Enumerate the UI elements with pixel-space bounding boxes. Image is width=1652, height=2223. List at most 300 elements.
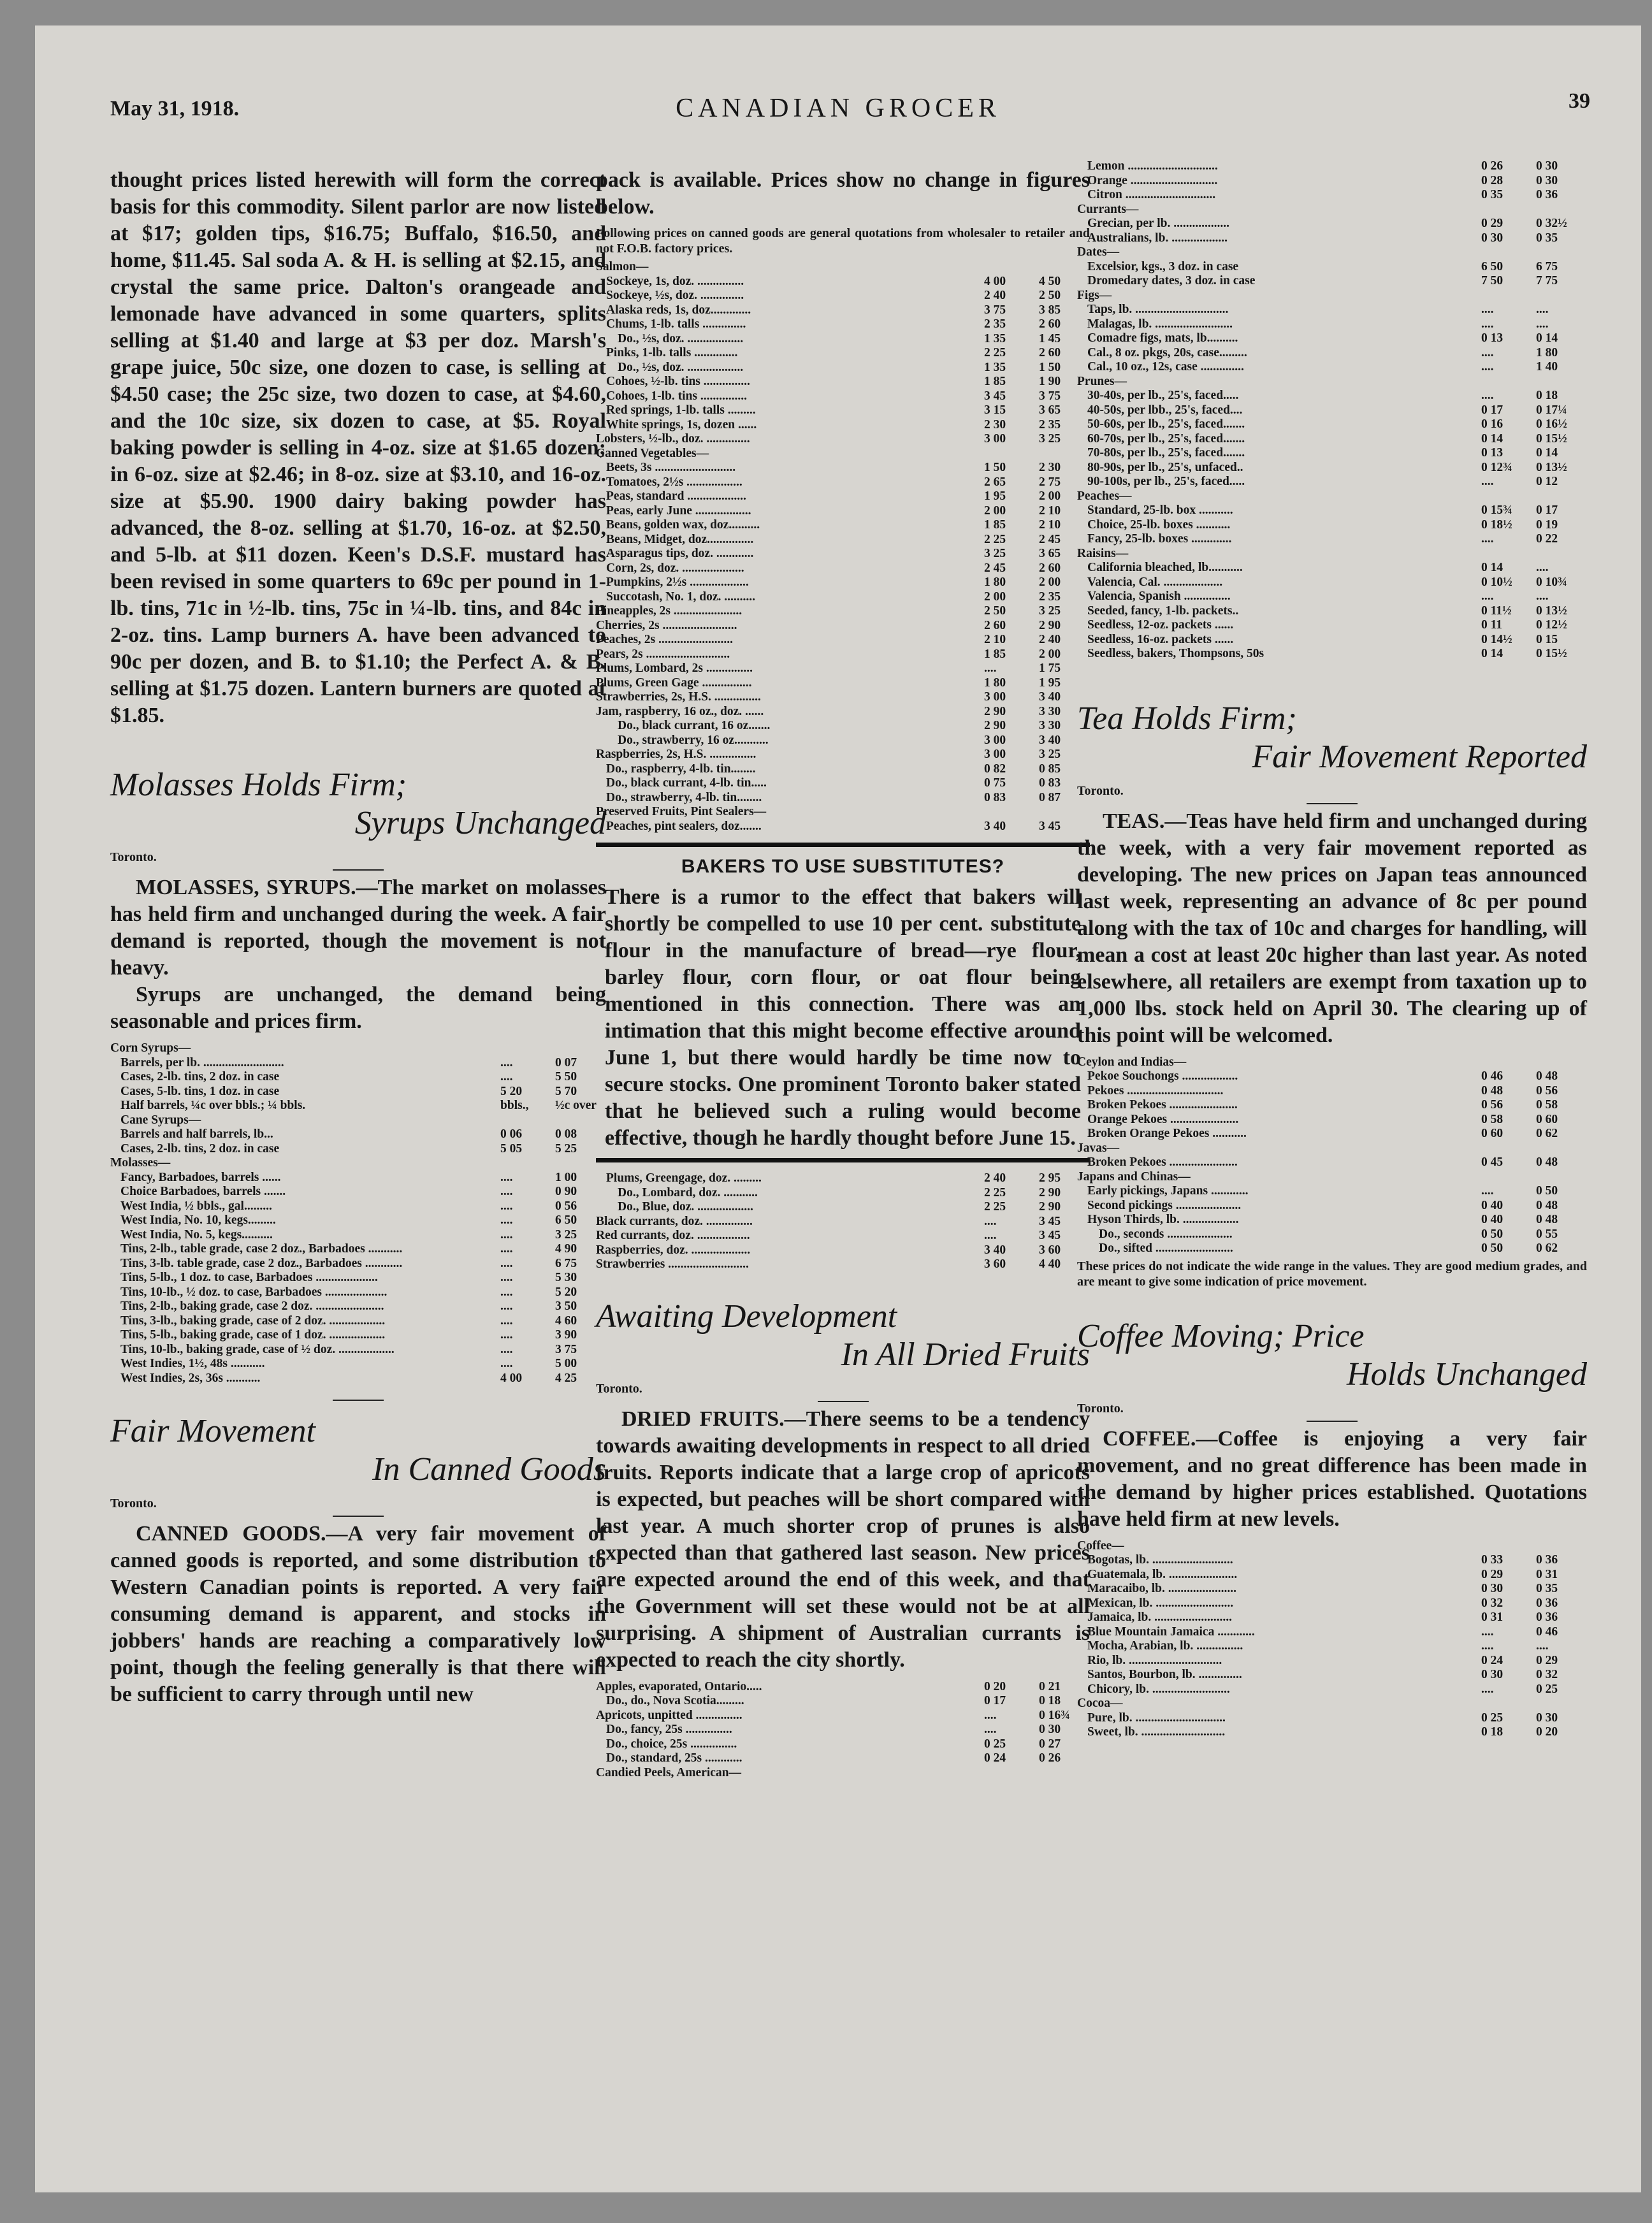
item-name: Bogotas, lb. ..........................: [1087, 1553, 1233, 1567]
price-row: [596, 1200, 1090, 1215]
price-high: 5 00: [555, 1357, 577, 1370]
price-row: [1077, 604, 1587, 619]
price-row: [1077, 245, 1587, 260]
page-number: 39: [1569, 89, 1590, 113]
item-name: Second pickings .....................: [1087, 1198, 1242, 1212]
price-row: [1077, 1597, 1587, 1611]
item-name: Cal., 10 oz., 12s, case ..............: [1087, 360, 1244, 373]
price-high: 0 36: [1536, 1553, 1558, 1567]
price-high: 3 45: [1039, 819, 1061, 833]
tea-note: These prices do not indicate the wide range in the values. They are good medium grades, and are meant to give some indication of price movement.: [1077, 1259, 1587, 1289]
price-row: [110, 1242, 606, 1257]
price-high: 0 48: [1536, 1069, 1558, 1083]
item-name: Chums, 1-lb. talls ..............: [606, 317, 746, 331]
price-high: 2 75: [1039, 475, 1061, 489]
price-high: 0 25: [1536, 1682, 1558, 1696]
price-low: 0 56: [1481, 1098, 1503, 1112]
item-name: Tins, 3-lb., baking grade, case of 2 doz. ..................: [120, 1314, 386, 1328]
price-high: 1 80: [1536, 345, 1558, 359]
price-row: [596, 662, 1090, 676]
item-name: Rio, lb. ..............................: [1087, 1653, 1222, 1667]
item-name: Pekoe Souchongs ..................: [1087, 1069, 1238, 1083]
price-low: ....: [1481, 475, 1494, 488]
price-row: [1077, 1711, 1587, 1726]
item-name: Corn, 2s, doz. ....................: [606, 561, 744, 575]
price-low: 0 26: [1481, 159, 1503, 173]
item-name: Comadre figs, mats, lb..........: [1087, 331, 1238, 345]
price-high: 0 46: [1536, 1625, 1558, 1639]
price-row: [1077, 1668, 1587, 1683]
price-low: 0 60: [1481, 1127, 1503, 1140]
tea-headline: [1077, 700, 1587, 776]
item-name: Raspberries, 2s, H.S. ...............: [596, 748, 757, 761]
item-name: Mocha, Arabian, lb. ...............: [1087, 1639, 1243, 1653]
price-low: [500, 1113, 555, 1128]
item-name: Fancy, 25-lb. boxes .............: [1087, 532, 1232, 546]
price-low: 2 45: [984, 561, 1006, 575]
price-row: [596, 1766, 1090, 1781]
price-row: [1077, 489, 1587, 504]
price-high: [1536, 1055, 1587, 1070]
price-low: 0 30: [1481, 231, 1503, 245]
item-name: West India, No. 5, kegs..........: [120, 1227, 273, 1242]
price-high: 0 14: [1536, 331, 1558, 345]
price-low: ....: [500, 1271, 513, 1284]
price-low: 0 50: [1481, 1242, 1503, 1255]
price-high: 0 30: [1536, 159, 1558, 173]
price-row: [1077, 260, 1587, 275]
price-row: [1077, 1199, 1587, 1213]
price-high: 0 16½: [1536, 417, 1567, 431]
item-name: Cocoa—: [1077, 1697, 1123, 1710]
price-row: [1077, 217, 1587, 231]
item-name: Javas—: [1077, 1141, 1120, 1155]
price-row: [596, 275, 1090, 289]
price-low: 3 75: [984, 303, 1006, 317]
price-row: [110, 1070, 606, 1085]
price-high: 6 75: [1536, 259, 1558, 273]
price-row: [1077, 1625, 1587, 1640]
price-high: [1536, 547, 1587, 561]
price-low: 0 40: [1481, 1198, 1503, 1212]
price-high: 0 48: [1536, 1213, 1558, 1226]
item-name: 90-100s, per lb., 25's, faced.....: [1087, 475, 1245, 488]
divider: [333, 869, 384, 871]
headline-line-2: Syrups Unchanged: [354, 805, 606, 841]
price-high: 0 21: [1039, 1679, 1061, 1693]
item-name: Pinks, 1-lb. talls ..............: [606, 346, 738, 359]
dried-paragraph: DRIED FRUITS.—There seems to be a tendency towards awaiting developments in respect to all dried fruits. Reports indicate that a large crop of apricots is expected, but peaches will be short compared with last year. A much shorter crop of prunes is also expected than that gathered last season. New prices are expected around the end of this week, and that the Government will set these would not be at all surprising. A shipment of Australian currants is expected to reach the city shortly.: [596, 1407, 1090, 1672]
price-row: [1077, 1654, 1587, 1669]
price-high: 2 90: [1039, 618, 1061, 632]
price-high: 3 25: [1039, 604, 1061, 618]
price-low: 0 24: [984, 1751, 1006, 1765]
price-low: 3 40: [984, 1243, 1006, 1257]
price-low: 2 40: [984, 1171, 1006, 1185]
price-high: 0 32: [1536, 1668, 1558, 1681]
price-row: [596, 504, 1090, 519]
price-row: [596, 1186, 1090, 1201]
price-high: 2 60: [1039, 561, 1061, 575]
price-row: [1077, 360, 1587, 375]
price-high: 0 30: [1536, 1711, 1558, 1725]
price-low: 0 35: [1481, 188, 1503, 201]
price-row: [596, 561, 1090, 576]
price-high: 0 08: [555, 1127, 577, 1141]
price-high: 0 58: [1536, 1098, 1558, 1112]
price-high: 0 17¼: [1536, 403, 1567, 417]
price-row: [596, 533, 1090, 547]
column-1: [110, 167, 606, 1708]
molasses-paragraph: MOLASSES, SYRUPS.—The market on molasses has held firm and unchanged during the week. A fair demand is reported, though the movement is not heavy.: [110, 876, 606, 980]
syrups-paragraph: Syrups are unchanged, the demand being seasonable and prices firm.: [110, 983, 606, 1033]
price-high: 0 60: [1536, 1112, 1558, 1126]
price-high: 2 50: [1039, 289, 1061, 302]
price-low: 3 40: [984, 819, 1006, 833]
canned-continuation: pack is available. Prices show no change in figures below.: [596, 168, 1090, 219]
price-row: [596, 461, 1090, 475]
price-row: [596, 375, 1090, 389]
price-high: 2 35: [1039, 590, 1061, 604]
price-high: 0 48: [1536, 1155, 1558, 1169]
price-high: 3 85: [1039, 303, 1061, 317]
price-row: [596, 734, 1090, 748]
column-2: [596, 167, 1090, 1780]
price-low: ....: [1481, 590, 1494, 603]
item-name: Cohoes, 1-lb. tins ...............: [606, 389, 748, 403]
item-name: 40-50s, per lbb., 25's, faced....: [1087, 403, 1243, 417]
price-row: [1077, 403, 1587, 418]
item-name: Peaches, 2s ........................: [596, 633, 734, 646]
price-high: 4 50: [1039, 274, 1061, 288]
price-high: 0 90: [555, 1185, 577, 1198]
item-name: Early pickings, Japans ............: [1087, 1184, 1249, 1198]
price-row: [1077, 174, 1587, 189]
item-name: Alaska reds, 1s, doz.............: [606, 303, 751, 317]
price-row: [596, 805, 1090, 820]
price-low: 6 50: [1481, 259, 1503, 273]
price-low: 0 32: [1481, 1596, 1503, 1610]
price-high: 5 50: [555, 1070, 577, 1083]
price-low: ....: [1481, 1682, 1494, 1696]
divider: [333, 1516, 384, 1517]
article-continuation: thought prices listed herewith will form the correct basis for this commodity. Silent parlor are now listed at $17; golden tips, $16.75; Buffalo, $16.50, and home, $11.45. Sal soda A. & H. is selling at $2.15, and crystal the same price. Dalton's orangeade and lemonade have advanced in some quarters, splits selling at $1.40 and large at $3 per doz. Marsh's grape juice, 50c size, one dozen to case, is selling at $4.50 case; the 25c size, two dozen to case, at $4.60, and the 10c size, six dozen to case, at $5. Royal baking powder is selling in 4-oz. size at $1.65 dozen; in 6-oz. size at $2.46; in 8-oz. size at $3.10, and 16-oz. size at $5.90. 1900 dairy baking powder has advanced, the 8-oz. selling at $1.70, 16-oz. at $2.50, and 5-lb. at $11 dozen. Keen's D.S.F. mustard has been revised in some quarters to 69c per pound in 1-lb. tins, 71c in ½-lb. tins, 75c in ¼-lb. tins, and 84c in 2-oz. tins. Lamp burners A. have been advanced to 90c per dozen, and B. to $1.10; the Perfect A. & B. selling at $1.75 dozen. Lantern burners are quoted at $1.85.: [110, 168, 606, 727]
price-high: 3 90: [555, 1328, 577, 1342]
price-high: 0 15½: [1536, 431, 1567, 445]
item-name: Do., seconds .....................: [1099, 1227, 1233, 1241]
price-row: [1077, 389, 1587, 403]
price-low: 0 75: [984, 776, 1006, 790]
price-high: 3 45: [1039, 1229, 1061, 1242]
price-high: 0 87: [1039, 790, 1061, 804]
price-row: [110, 1300, 606, 1314]
item-name: Dates—: [1077, 245, 1120, 259]
price-low: ....: [500, 1314, 513, 1328]
item-name: White springs, 1s, dozen ......: [606, 417, 757, 431]
item-name: Seedless, 16-oz. packets ......: [1087, 632, 1234, 646]
price-high: ....: [1536, 1639, 1549, 1653]
price-low: 2 25: [984, 532, 1006, 546]
price-high: 0 35: [1536, 231, 1558, 245]
price-low: [500, 1156, 555, 1171]
price-low: 0 48: [1481, 1083, 1503, 1097]
item-name: Preserved Fruits, Pint Sealers—: [596, 805, 767, 818]
price-high: 3 40: [1039, 733, 1061, 747]
price-row: [596, 1694, 1090, 1709]
dateline: Toronto.: [1077, 783, 1124, 798]
price-low: ....: [1481, 389, 1494, 402]
price-row: [596, 432, 1090, 447]
dried-headline: [596, 1298, 1090, 1374]
price-high: 0 19: [1536, 518, 1558, 532]
coffee-price-table: [1077, 1539, 1587, 1740]
item-name: Sweet, lb. ...........................: [1087, 1725, 1226, 1739]
tea-price-table: [1077, 1055, 1587, 1256]
price-row: [110, 1127, 606, 1142]
item-name: Half barrels, ¼c over bbls.; ¼ bbls.: [120, 1099, 306, 1112]
item-name: Red currants, doz. .................: [596, 1229, 750, 1242]
price-low: 0 06: [500, 1127, 523, 1141]
price-high: 0 36: [1536, 188, 1558, 201]
newspaper-page: [35, 25, 1641, 2192]
dateline: Toronto.: [110, 1496, 157, 1510]
price-row: [596, 648, 1090, 662]
dateline: Toronto.: [596, 1381, 642, 1396]
price-row: [596, 518, 1090, 533]
price-row: [596, 346, 1090, 361]
price-row: [110, 1099, 606, 1113]
item-name: Excelsior, kgs., 3 doz. in case: [1087, 259, 1239, 273]
price-low: ....: [500, 1213, 513, 1227]
item-name: Plums, Lombard, 2s ...............: [596, 662, 753, 675]
price-row: [1077, 547, 1587, 561]
divider: [1307, 1421, 1358, 1422]
price-row: [1077, 446, 1587, 461]
item-name: Do., Lombard, doz. ...........: [618, 1185, 758, 1199]
price-low: ....: [1481, 317, 1494, 331]
price-low: ....: [1481, 360, 1494, 373]
price-low: 0 30: [1481, 1582, 1503, 1595]
price-low: 4 00: [984, 274, 1006, 288]
price-low: 1 50: [984, 461, 1006, 474]
price-row: [110, 1343, 606, 1358]
price-low: 0 13: [1481, 446, 1503, 460]
item-name: Blue Mountain Jamaica ............: [1087, 1625, 1255, 1639]
price-row: [1077, 303, 1587, 317]
item-name: Apricots, unpitted ...............: [596, 1708, 743, 1722]
price-row: [110, 1314, 606, 1329]
price-low: ....: [984, 1708, 997, 1722]
price-row: [1077, 475, 1587, 489]
price-low: 7 50: [1481, 274, 1503, 287]
price-row: [1077, 532, 1587, 547]
price-row: [1077, 1568, 1587, 1582]
price-high: [1536, 1170, 1587, 1185]
price-high: 3 75: [555, 1342, 577, 1356]
item-name: Maracaibo, lb. ......................: [1087, 1582, 1236, 1595]
price-low: 2 90: [984, 704, 1006, 718]
price-low: 0 50: [1481, 1227, 1503, 1241]
item-name: Plums, Greengage, doz. .........: [606, 1171, 762, 1185]
price-low: 0 15¾: [1481, 503, 1512, 517]
item-name: Peaches—: [1077, 489, 1132, 503]
item-name: Tins, 2-lb., baking grade, case 2 doz. ......................: [120, 1300, 384, 1313]
price-low: 0 58: [1481, 1112, 1503, 1126]
price-low: ....: [984, 1229, 997, 1242]
item-name: West Indies, 1½, 48s ...........: [120, 1357, 265, 1370]
price-high: 4 60: [555, 1314, 577, 1328]
price-row: [1077, 1725, 1587, 1740]
item-name: Seedless, 12-oz. packets ......: [1087, 618, 1234, 632]
issue-date: May 31, 1918.: [110, 97, 240, 120]
item-name: Malagas, lb. .........................: [1087, 317, 1233, 331]
price-low: [1481, 547, 1536, 561]
headline-line-1: Coffee Moving; Price: [1077, 1317, 1365, 1354]
price-row: [110, 1199, 606, 1214]
price-row: [596, 332, 1090, 347]
price-low: ....: [500, 1256, 513, 1270]
item-name: Tins, 5-lb., baking grade, case of 1 doz. ..................: [120, 1328, 386, 1342]
item-name: Asparagus tips, doz. ............: [606, 547, 754, 560]
price-low: 3 60: [984, 1257, 1006, 1271]
price-low: 0 46: [1481, 1069, 1503, 1083]
price-row: [1077, 346, 1587, 361]
price-low: ....: [1481, 1184, 1494, 1198]
price-low: [1481, 1697, 1536, 1711]
item-name: Do., ½s, doz. ..................: [618, 331, 744, 345]
price-row: [1077, 1141, 1587, 1156]
item-name: Valencia, Spanish ...............: [1087, 590, 1231, 603]
price-low: [1481, 1055, 1536, 1070]
price-high: 3 45: [1039, 1214, 1061, 1228]
item-name: Do., Blue, doz. ..................: [618, 1200, 753, 1213]
item-name: Pure, lb. .............................: [1087, 1711, 1226, 1725]
item-name: Currants—: [1077, 202, 1139, 216]
price-high: 3 25: [1039, 432, 1061, 445]
price-high: 0 10¾: [1536, 575, 1567, 589]
price-high: [1536, 375, 1587, 389]
price-row: [1077, 618, 1587, 633]
price-low: ....: [500, 1185, 513, 1198]
price-high: [1536, 203, 1587, 217]
price-low: [1481, 1141, 1536, 1156]
item-name: Jam, raspberry, 16 oz., doz. ......: [596, 704, 764, 718]
item-name: Plums, Green Gage ................: [596, 676, 752, 690]
price-row: [596, 1229, 1090, 1243]
price-high: 5 20: [555, 1285, 577, 1299]
item-name: Australians, lb. ..................: [1087, 231, 1228, 245]
price-row: [596, 547, 1090, 561]
price-low: 5 05: [500, 1141, 523, 1155]
price-low: ....: [500, 1055, 513, 1069]
item-name: Do., do., Nova Scotia.........: [606, 1694, 744, 1707]
price-high: 0 18: [1536, 389, 1558, 402]
price-high: 0 15½: [1536, 647, 1567, 660]
item-name: Cases, 2-lb. tins, 2 doz. in case: [120, 1141, 280, 1155]
price-row: [596, 1171, 1090, 1186]
price-low: 2 00: [984, 590, 1006, 604]
price-low: ....: [984, 1723, 997, 1736]
price-high: 0 12½: [1536, 618, 1567, 632]
price-row: [596, 317, 1090, 332]
item-name: Do., strawberry, 16 oz...........: [618, 733, 769, 747]
item-name: Orange ............................: [1087, 173, 1218, 187]
headline-line-1: Awaiting Development: [596, 1298, 897, 1335]
price-row: [1077, 1213, 1587, 1227]
price-row: [1077, 1084, 1587, 1099]
price-low: 2 65: [984, 475, 1006, 489]
price-low: ....: [500, 1227, 513, 1242]
item-name: Tins, 3-lb. table grade, case 2 doz., Barbadoes ............: [120, 1256, 403, 1270]
price-low: [1481, 1170, 1536, 1185]
price-high: 2 00: [1039, 489, 1061, 503]
item-name: Sockeye, ½s, doz. ..............: [606, 289, 744, 302]
price-low: ....: [500, 1357, 513, 1370]
price-high: 0 50: [1536, 1184, 1558, 1198]
price-row: [596, 260, 1090, 275]
column-3: [1077, 159, 1587, 1740]
price-low: ....: [984, 1214, 997, 1228]
item-name: Hyson Thirds, lb. ..................: [1087, 1213, 1239, 1226]
price-row: [1077, 633, 1587, 648]
item-name: Canned Vegetables—: [596, 446, 709, 460]
item-name: Citron .............................: [1087, 188, 1216, 201]
price-high: 1 90: [1039, 375, 1061, 388]
item-name: Apples, evaporated, Ontario.....: [596, 1679, 762, 1693]
price-high: 2 90: [1039, 1200, 1061, 1213]
price-row: [1077, 432, 1587, 447]
publication-title: CANADIAN GROCER: [676, 94, 1001, 123]
price-low: 0 14: [1481, 647, 1503, 660]
item-name: Japans and Chinas—: [1077, 1169, 1191, 1184]
price-row: [110, 1228, 606, 1243]
price-high: 0 18: [1039, 1694, 1061, 1707]
item-name: Jamaica, lb. .........................: [1087, 1611, 1232, 1624]
price-row: [596, 791, 1090, 806]
price-low: 1 95: [984, 489, 1006, 503]
price-row: [596, 1737, 1090, 1752]
price-high: 4 25: [555, 1371, 577, 1385]
price-high: 3 60: [1039, 1243, 1061, 1257]
price-row: [1077, 1170, 1587, 1185]
item-name: Strawberries, 2s, H.S. ...............: [596, 690, 761, 704]
price-low: 3 00: [984, 690, 1006, 704]
price-low: 3 15: [984, 403, 1006, 417]
price-row: [110, 1142, 606, 1157]
price-high: ....: [1536, 561, 1549, 574]
price-row: [596, 1751, 1090, 1766]
item-name: Grecian, per lb. ..................: [1087, 217, 1229, 230]
price-low: ....: [1481, 1639, 1494, 1653]
price-low: 2 25: [984, 1200, 1006, 1213]
item-name: Do., strawberry, 4-lb. tin........: [606, 790, 762, 804]
price-row: [596, 403, 1090, 418]
price-row: [1077, 274, 1587, 289]
item-name: Cohoes, ½-lb. tins ...............: [606, 375, 750, 388]
price-low: [1481, 489, 1536, 504]
headline-line-1: Molasses Holds Firm;: [110, 767, 407, 803]
price-high: 3 25: [1039, 748, 1061, 761]
price-row: [110, 1328, 606, 1343]
price-low: 3 00: [984, 733, 1006, 747]
price-row: [110, 1271, 606, 1285]
price-row: [596, 1243, 1090, 1258]
item-name: Peaches, pint sealers, doz.......: [606, 819, 762, 833]
item-name: Dromedary dates, 3 doz. in case: [1087, 274, 1256, 287]
price-high: 3 65: [1039, 547, 1061, 560]
item-name: Valencia, Cal. ...................: [1087, 575, 1223, 589]
price-high: 2 30: [1039, 461, 1061, 474]
